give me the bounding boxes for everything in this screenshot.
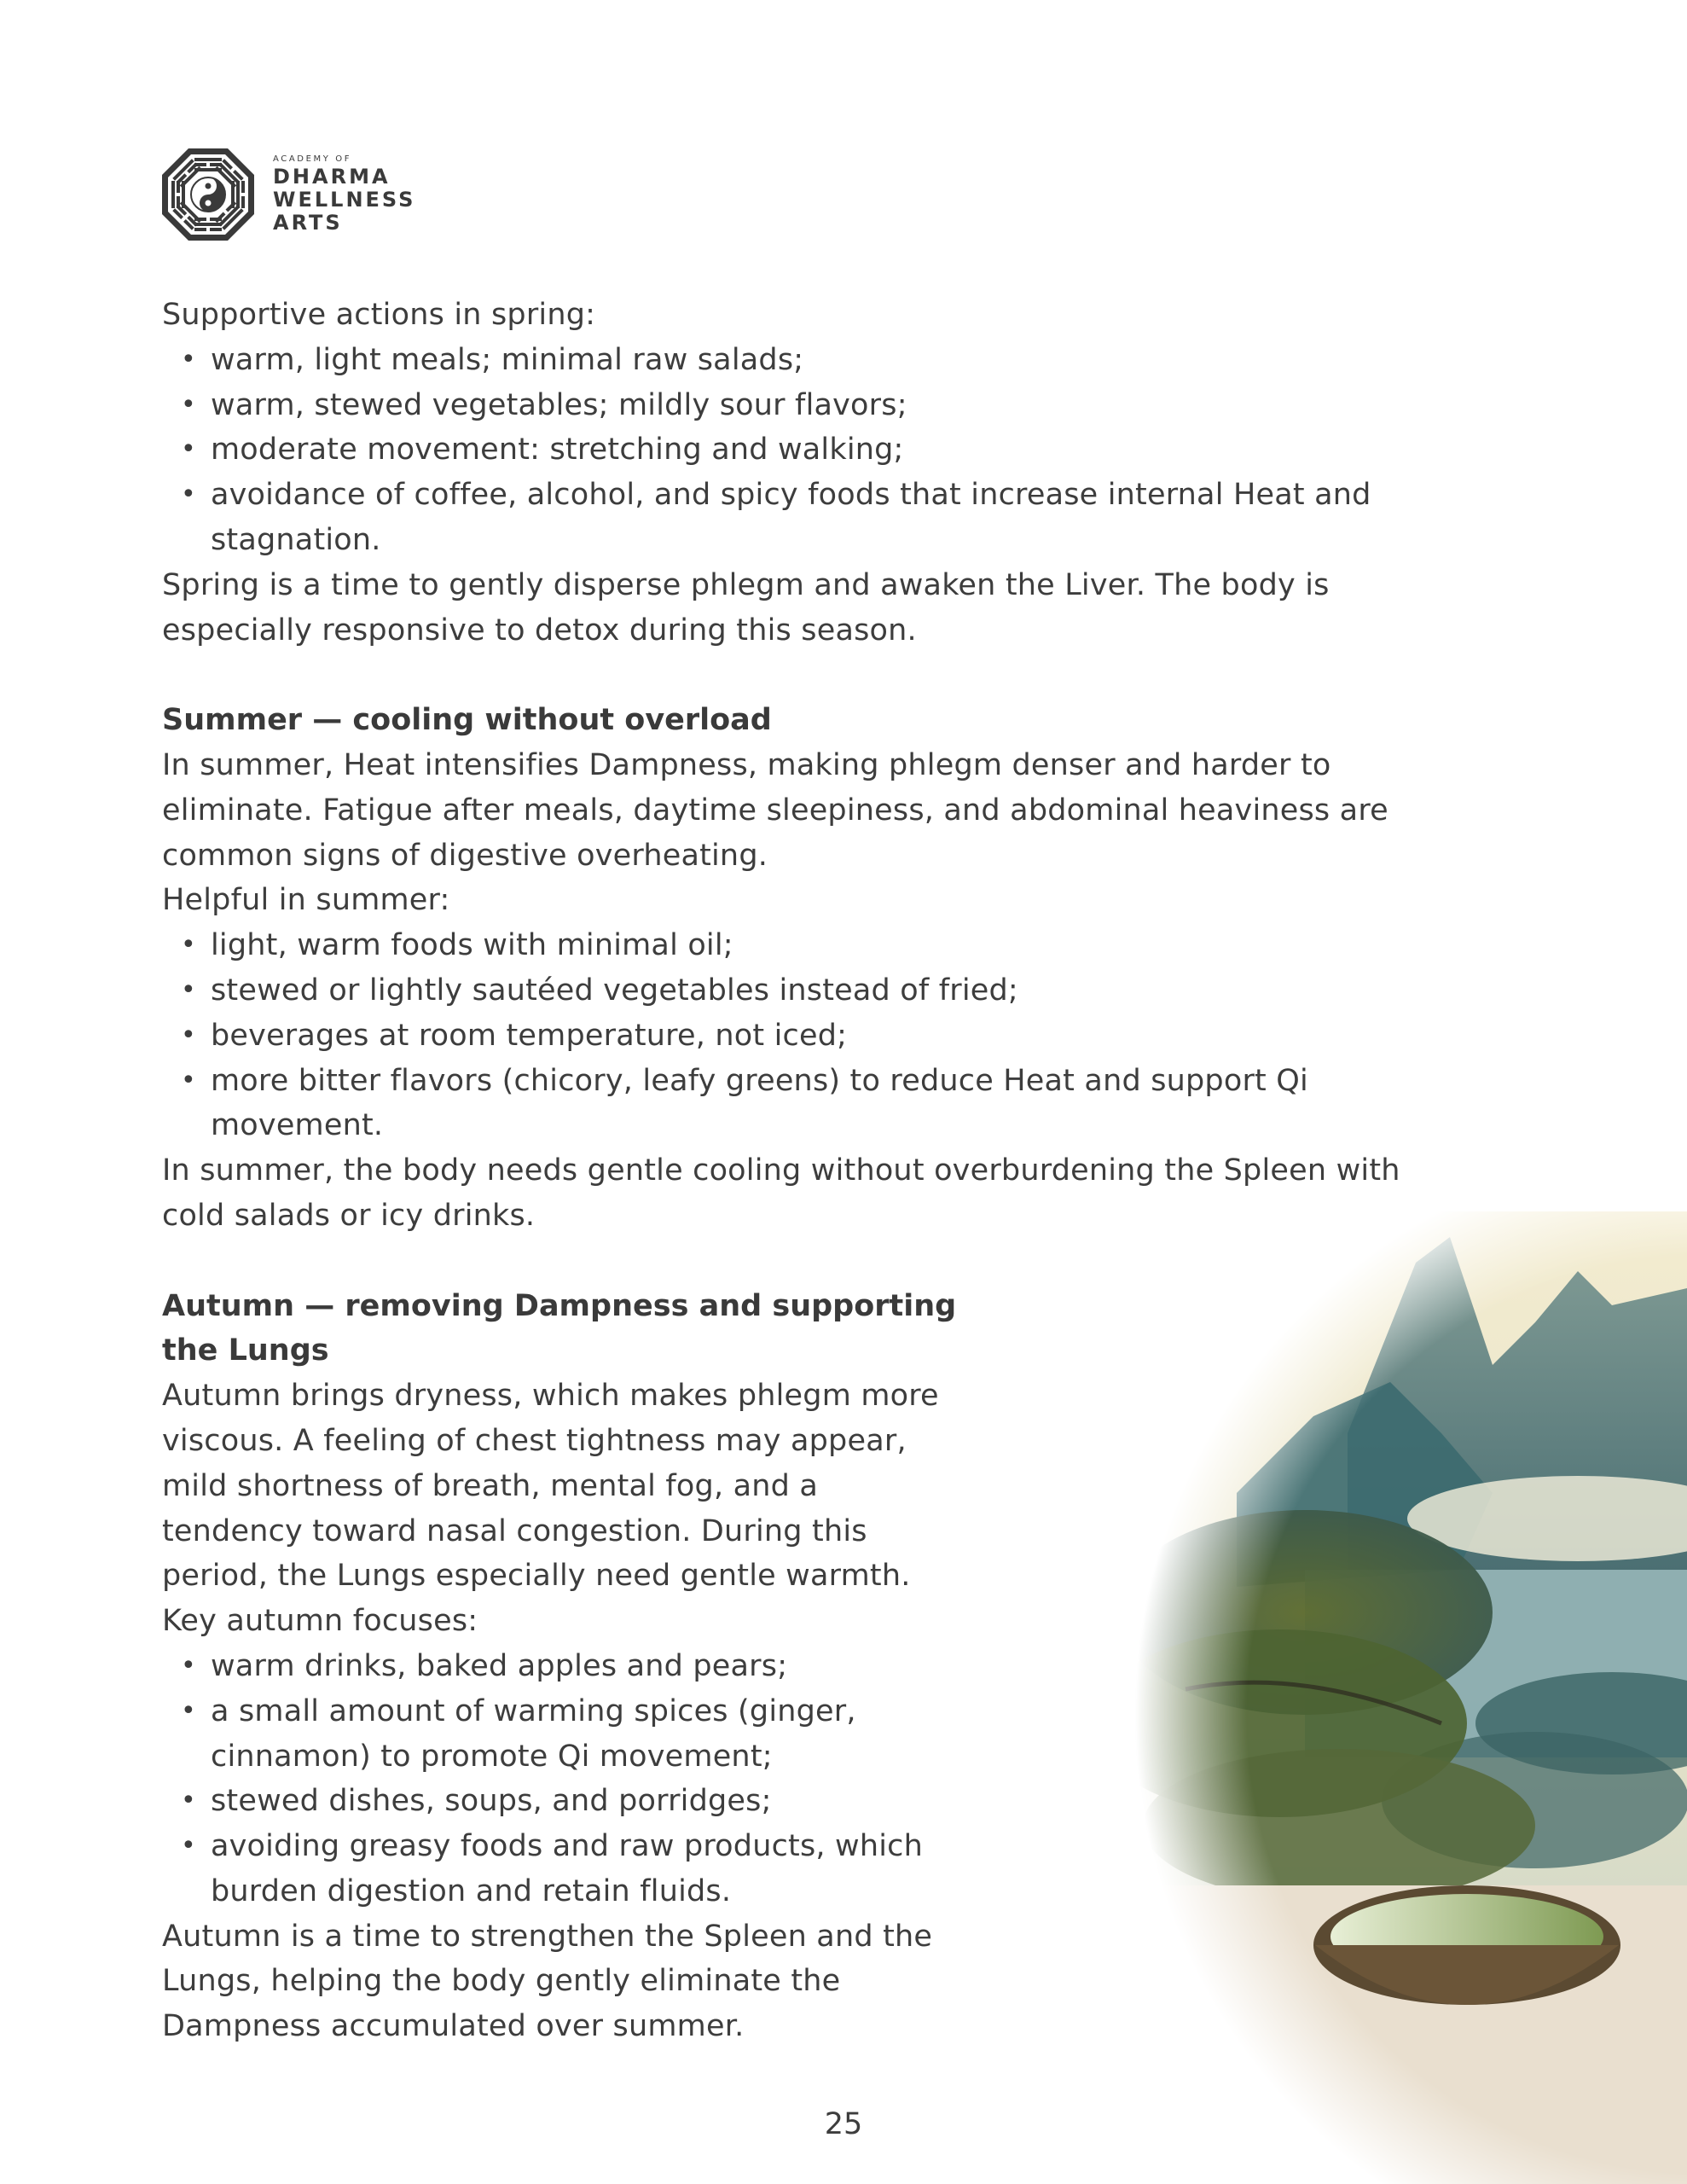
- bullet-icon: •: [181, 434, 196, 465]
- spring-closing-line: Spring is a time to gently disperse phlegm and awaken the Liver. The body is: [162, 567, 1330, 602]
- list-item: • a small amount of warming spices (ginger,: [162, 1689, 1544, 1734]
- autumn-intro: Key autumn focuses:: [162, 1604, 478, 1639]
- bullet-icon: •: [181, 930, 196, 961]
- page-number: 25: [824, 2107, 863, 2141]
- summer-paragraph-line: In summer, Heat intensifies Dampness, making phlegm denser and harder to: [162, 747, 1331, 782]
- page-body: [162, 293, 1544, 2049]
- logo-arts: ARTS: [273, 211, 343, 235]
- autumn-paragraph-line: viscous. A feeling of chest tightness may appear,: [162, 1423, 907, 1458]
- bullet-icon: •: [181, 1786, 196, 1816]
- summer-paragraph-line: common signs of digestive overheating.: [162, 838, 768, 873]
- list-item: • stewed dishes, soups, and porridges;: [162, 1779, 1544, 1824]
- autumn-section: [162, 1284, 1544, 2050]
- logo-wordmark: [273, 154, 415, 235]
- list-item: • stewed or lightly sautéed vegetables instead of fried;: [162, 968, 1544, 1014]
- bullet-icon: •: [181, 974, 196, 1005]
- bullet-icon: •: [181, 1019, 196, 1050]
- list-item: • warm, light meals; minimal raw salads;: [162, 338, 1544, 383]
- logo-wellness: WELLNESS: [273, 188, 416, 212]
- autumn-paragraph-line: tendency toward nasal congestion. During this: [162, 1513, 867, 1548]
- academy-logo: [160, 147, 416, 245]
- list-item: • avoiding greasy foods and raw products, which: [162, 1824, 1544, 1869]
- autumn-closing-line: Autumn is a time to strengthen the Spleen and the: [162, 1919, 933, 1954]
- bullet-icon: •: [181, 1695, 196, 1726]
- summer-heading: Summer — cooling without overload: [162, 703, 772, 738]
- bagua-yin-yang-icon: [160, 147, 256, 242]
- summer-paragraph-line: eliminate. Fatigue after meals, daytime sleepiness, and abdominal heaviness are: [162, 793, 1388, 828]
- bullet-icon: •: [181, 479, 196, 510]
- list-item-continuation: burden digestion and retain fluids.: [211, 1873, 732, 1908]
- list-item-continuation: cinnamon) to promote Qi movement;: [211, 1739, 773, 1774]
- list-item: • warm drinks, baked apples and pears;: [162, 1644, 1544, 1689]
- list-item: • avoidance of coffee, alcohol, and spicy foods that increase internal Heat and: [162, 473, 1544, 518]
- autumn-paragraph-line: period, the Lungs especially need gentle warmth.: [162, 1559, 911, 1594]
- spring-intro: Supportive actions in spring:: [162, 298, 596, 332]
- autumn-heading-continuation: the Lungs: [162, 1333, 329, 1368]
- list-item: • beverages at room temperature, not iced;: [162, 1014, 1544, 1059]
- logo-academy-of: ACADEMY OF: [273, 154, 352, 164]
- autumn-closing-line: Lungs, helping the body gently eliminate the: [162, 1964, 841, 1999]
- bullet-icon: •: [181, 344, 196, 375]
- autumn-closing-line: Dampness accumulated over summer.: [162, 2009, 745, 2044]
- list-item-continuation: movement.: [211, 1108, 384, 1143]
- bullet-icon: •: [181, 1650, 196, 1681]
- autumn-heading: Autumn — removing Dampness and supporting: [162, 1288, 957, 1323]
- summer-closing-line: cold salads or icy drinks.: [162, 1198, 536, 1233]
- bullet-icon: •: [181, 1065, 196, 1095]
- list-item: • light, warm foods with minimal oil;: [162, 923, 1544, 968]
- list-item: • warm, stewed vegetables; mildly sour flavors;: [162, 383, 1544, 428]
- list-item-continuation: stagnation.: [211, 522, 381, 557]
- summer-intro: Helpful in summer:: [162, 883, 450, 918]
- logo-dharma: DHARMA: [273, 165, 391, 189]
- summer-closing-line: In summer, the body needs gentle cooling without overburdening the Spleen with: [162, 1153, 1400, 1188]
- list-item: • more bitter flavors (chicory, leafy greens) to reduce Heat and support Qi: [162, 1059, 1544, 1104]
- autumn-paragraph-line: mild shortness of breath, mental fog, and a: [162, 1468, 819, 1503]
- list-item: • moderate movement: stretching and walking;: [162, 427, 1544, 473]
- bullet-icon: •: [181, 389, 196, 420]
- autumn-paragraph-line: Autumn brings dryness, which makes phlegm more: [162, 1379, 939, 1414]
- spring-closing-line: especially responsive to detox during this season.: [162, 613, 917, 648]
- bullet-icon: •: [181, 1831, 196, 1862]
